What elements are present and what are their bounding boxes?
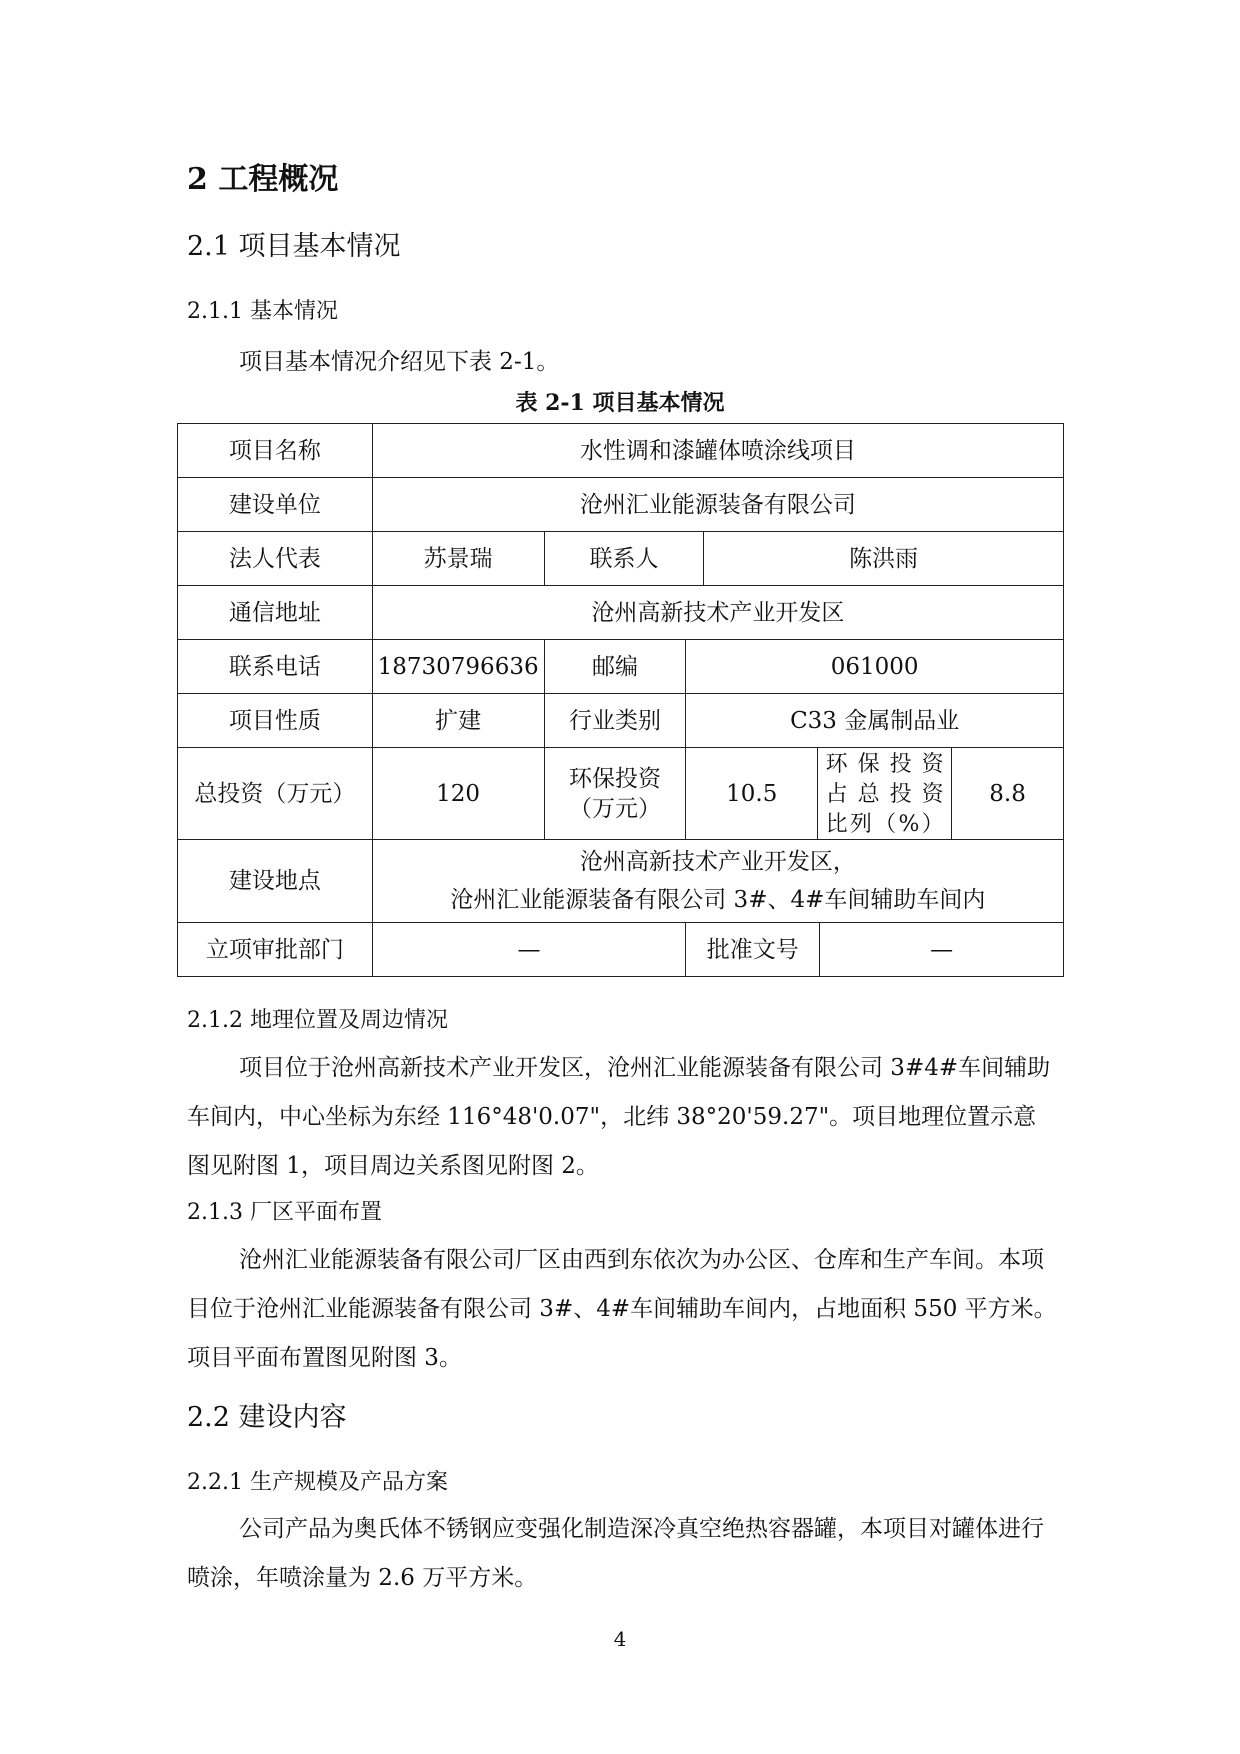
env-invest-line-2: （万元） — [568, 795, 661, 822]
table-label-invest: 总投资（万元） — [178, 748, 373, 840]
ratio-line-2: 占总投资 — [825, 781, 944, 807]
table-value-name: 水性调和漆罐体喷涂线项目 — [372, 424, 1063, 478]
layout-paragraph: 沧州汇业能源装备有限公司厂区由西到东依次为办公区、仓库和生产车间。本项目位于沧州汇业能源装备有限公司 3#、4#车间辅助车间内，占地面积 550 平方米。项目平面布置图见附图 3。 — [187, 1247, 1057, 1371]
subsection-heading-2-1-1: 2.1.1 基本情况 — [187, 299, 338, 324]
location-paragraph: 项目位于沧州高新技术产业开发区，沧州汇业能源装备有限公司 3#4#车间辅助车间内，中心坐标为东经 116°48'0.07"，北纬 38°20'59.27"。项目地理位置示意图见附图 1，项目周边关系图见附图 2。 — [187, 1055, 1051, 1179]
scale-paragraph: 公司产品为奥氏体不锈钢应变强化制造深冷真空绝热容器罐，本项目对罐体进行喷涂，年喷涂量为 2.6 万平方米。 — [187, 1516, 1044, 1591]
table-label-site: 建设地点 — [178, 840, 373, 923]
subsection-heading-2-2-1: 2.2.1 生产规模及产品方案 — [187, 1470, 448, 1495]
table-value-invest: 120 — [372, 748, 544, 840]
table-value-post: 061000 — [686, 640, 1064, 694]
table-value-unit: 沧州汇业能源装备有限公司 — [372, 478, 1063, 532]
table-value-site — [372, 840, 1063, 923]
table-label-phone: 联系电话 — [178, 640, 373, 694]
chapter-heading: 2 工程概况 — [187, 162, 339, 197]
table-label-env-invest — [544, 748, 686, 840]
table-label-nature: 项目性质 — [178, 694, 373, 748]
ratio-line-1: 环保投资 — [825, 751, 944, 777]
table-label-ratio — [818, 748, 952, 840]
intro-paragraph: 项目基本情况介绍见下表 2-1。 — [239, 349, 560, 375]
table-value-nature: 扩建 — [372, 694, 544, 748]
table-value-phone: 18730796636 — [372, 640, 544, 694]
table-label-name: 项目名称 — [178, 424, 373, 478]
table-label-approval: 立项审批部门 — [178, 923, 373, 977]
subsection-heading-2-1-3: 2.1.3 厂区平面布置 — [187, 1200, 382, 1225]
table-label-address: 通信地址 — [178, 586, 373, 640]
table-value-doc: — — [820, 923, 1064, 977]
site-line-1: 沧州高新技术产业开发区， — [579, 849, 856, 875]
subsection-heading-2-1-2: 2.1.2 地理位置及周边情况 — [187, 1008, 448, 1033]
table-value-address: 沧州高新技术产业开发区 — [372, 586, 1063, 640]
table-label-post: 邮编 — [544, 640, 686, 694]
table-value-approval: — — [372, 923, 686, 977]
table-label-contact: 联系人 — [544, 532, 704, 586]
env-invest-line-1: 环保投资 — [568, 765, 661, 792]
project-info-table — [177, 423, 1064, 977]
table-label-industry: 行业类别 — [544, 694, 686, 748]
section-heading-2-1: 2.1 项目基本情况 — [187, 231, 401, 262]
table-value-industry: C33 金属制品业 — [686, 694, 1064, 748]
table-label-unit: 建设单位 — [178, 478, 373, 532]
table-label-doc: 批准文号 — [686, 923, 820, 977]
table-value-ratio: 8.8 — [952, 748, 1064, 840]
table-value-contact: 陈洪雨 — [704, 532, 1064, 586]
page-number: 4 — [613, 1627, 627, 1651]
ratio-line-3: 比列（%） — [825, 811, 944, 837]
table-value-legal: 苏景瑞 — [372, 532, 544, 586]
table-caption: 表 2-1 项目基本情况 — [515, 390, 725, 416]
table-value-env-invest: 10.5 — [686, 748, 818, 840]
site-line-2: 沧州汇业能源装备有限公司 3#、4#车间辅助车间内 — [450, 887, 986, 913]
section-heading-2-2: 2.2 建设内容 — [187, 1402, 347, 1433]
table-label-legal: 法人代表 — [178, 532, 373, 586]
